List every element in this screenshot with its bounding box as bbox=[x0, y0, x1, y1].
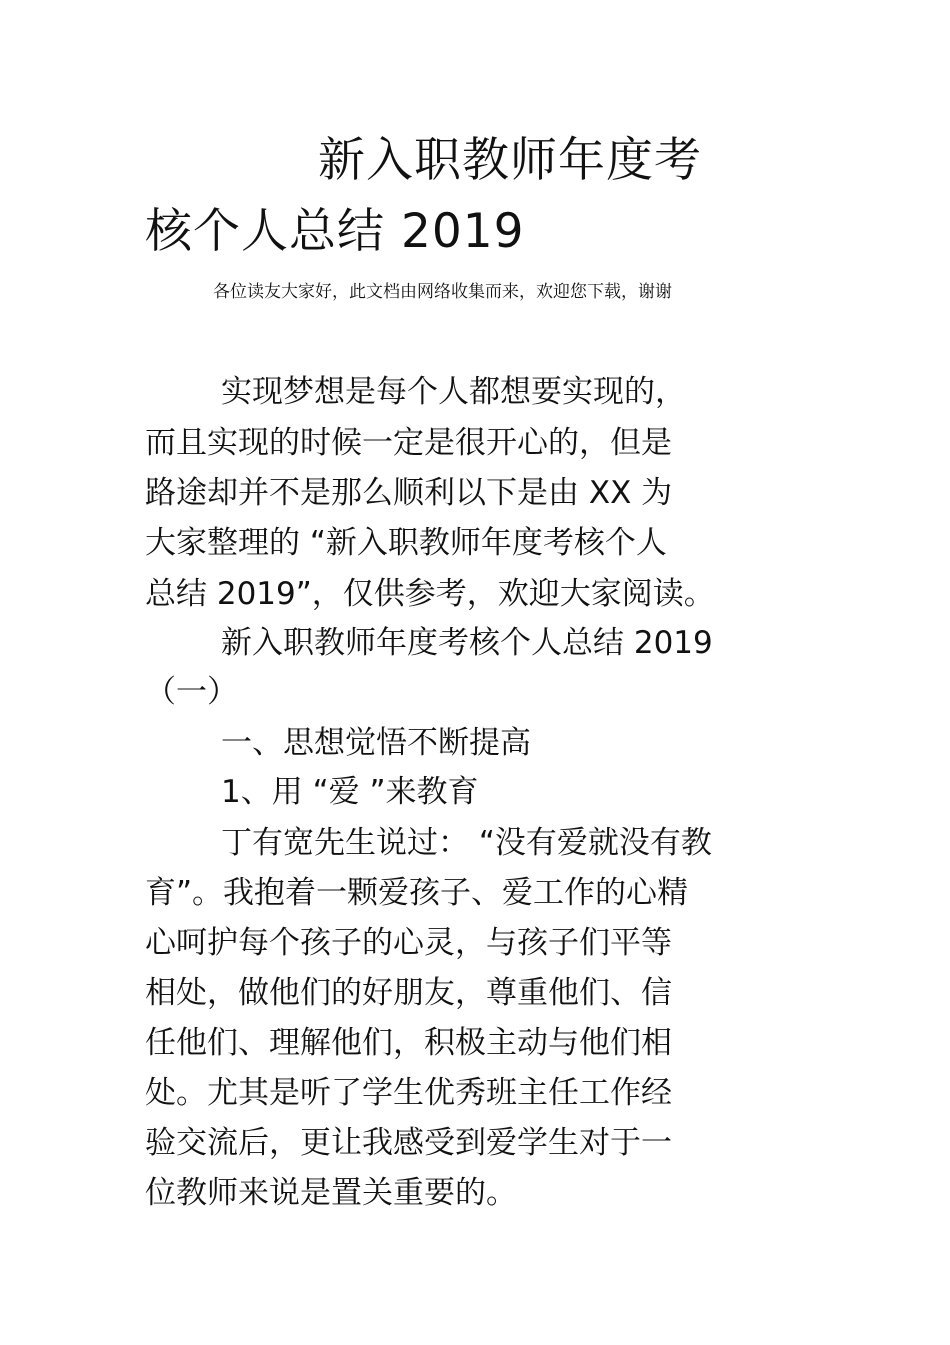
paragraph-line: 丁有宽先生说过： “没有爱就没有教 bbox=[221, 825, 712, 861]
section-heading-number: （一） bbox=[145, 674, 238, 710]
paragraph-line: 大家整理的 “新入职教师年度考核个人 bbox=[145, 525, 667, 561]
paragraph-line: 位教师来说是置关重要的。 bbox=[145, 1175, 517, 1211]
paragraph-line: 总结 2019”，仅供参考，欢迎大家阅读。 bbox=[145, 576, 715, 612]
paragraph-line: 处。尤其是听了学生优秀班主任工作经 bbox=[145, 1075, 672, 1111]
paragraph-line: 育”。我抱着一颗爱孩子、爱工作的心精 bbox=[145, 875, 689, 911]
document-subtitle: 各位读友大家好，此文档由网络收集而来，欢迎您下载，谢谢 bbox=[213, 282, 672, 302]
section-heading: 新入职教师年度考核个人总结 2019 bbox=[221, 625, 713, 661]
paragraph-line: 心呵护每个孩子的心灵，与孩子们平等 bbox=[145, 925, 672, 961]
paragraph-line: 路途却并不是那么顺利以下是由 XX 为 bbox=[145, 475, 673, 511]
subsection-heading: 1、用 “爱 ”来教育 bbox=[221, 774, 479, 810]
paragraph-line: 相处，做他们的好朋友，尊重他们、信 bbox=[145, 975, 672, 1011]
document-title-line-1: 新入职教师年度考 bbox=[318, 133, 702, 188]
paragraph-line: 任他们、理解他们，积极主动与他们相 bbox=[145, 1025, 672, 1061]
paragraph-line: 实现梦想是每个人都想要实现的， bbox=[221, 374, 686, 410]
paragraph-line: 验交流后，更让我感受到爱学生对于一 bbox=[145, 1125, 672, 1161]
document-title-line-2: 核个人总结 2019 bbox=[145, 204, 525, 259]
subsection-heading: 一、思想觉悟不断提高 bbox=[221, 725, 531, 761]
paragraph-line: 而且实现的时候一定是很开心的，但是 bbox=[145, 425, 672, 461]
